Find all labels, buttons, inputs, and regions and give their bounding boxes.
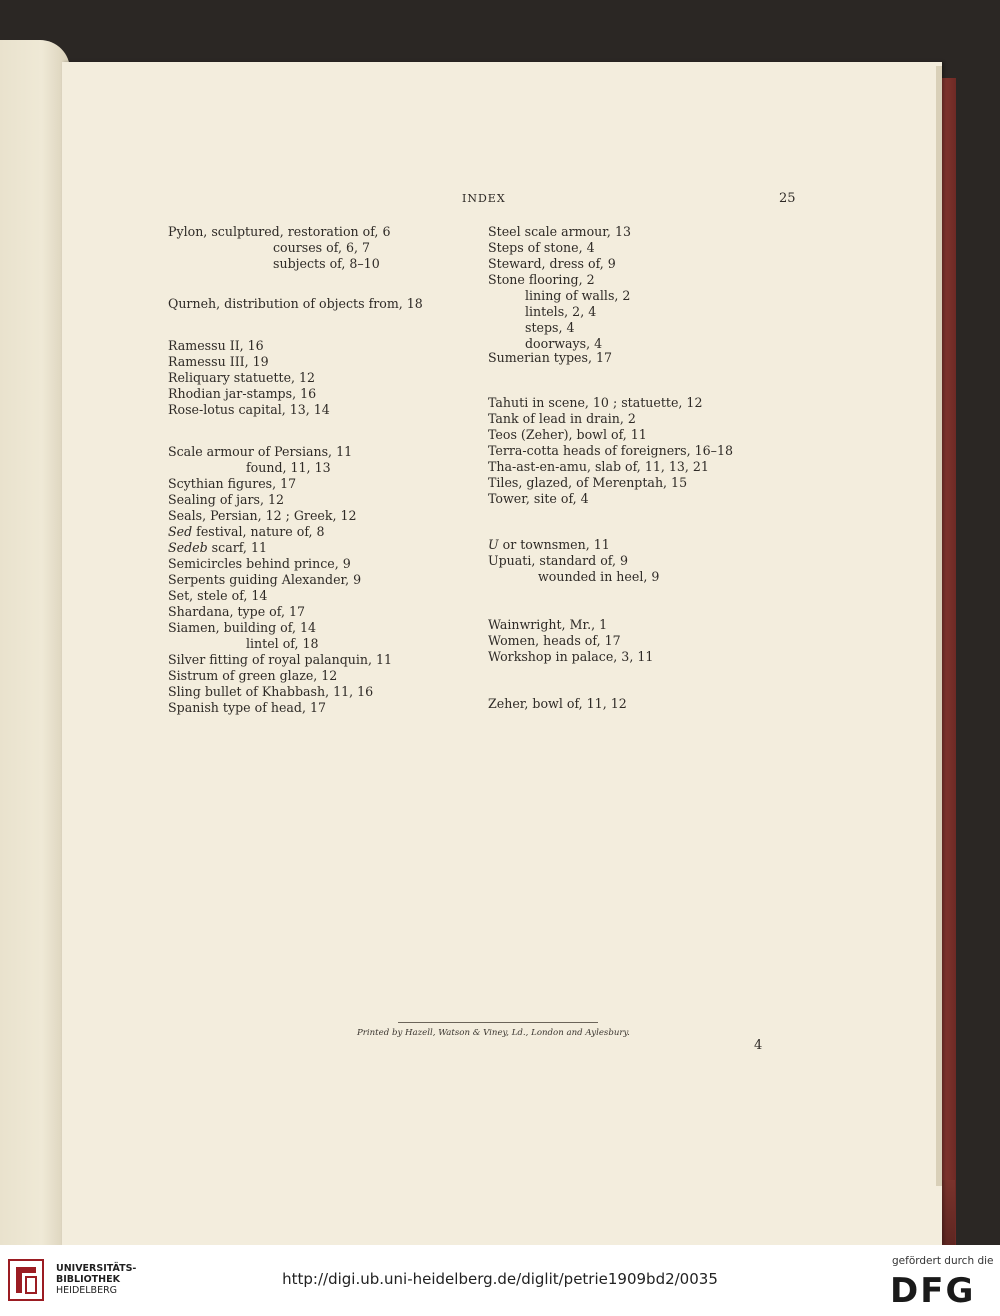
index-entry: steps, 4 [525, 320, 575, 335]
index-entry: Workshop in palace, 3, 11 [488, 649, 654, 664]
institution-line-3: HEIDELBERG [56, 1285, 118, 1296]
institution-line-2: BIBLIOTHEK [56, 1274, 120, 1285]
index-entry: lining of walls, 2 [525, 288, 631, 303]
funded-by-label: gefördert durch die [892, 1255, 994, 1267]
index-entry: found, 11, 13 [246, 460, 331, 475]
index-entry: Upuati, standard of, 9 [488, 553, 629, 568]
index-entry: Sedeb scarf, 11 [168, 540, 267, 555]
index-entry: Semicircles behind prince, 9 [168, 556, 351, 571]
index-entry: Sistrum of green glaze, 12 [168, 668, 338, 683]
index-entry: Sealing of jars, 12 [168, 492, 284, 507]
index-entry: U or townsmen, 11 [488, 537, 610, 552]
index-entry: Ramessu II, 16 [168, 338, 264, 353]
index-entry: lintels, 2, 4 [525, 304, 597, 319]
index-entry: Steward, dress of, 9 [488, 256, 616, 271]
index-entry: Zeher, bowl of, 11, 12 [488, 696, 627, 711]
viewer-footer [0, 1245, 1000, 1316]
index-entry: wounded in heel, 9 [538, 569, 660, 584]
index-entry-italic-term: Sed [168, 524, 193, 539]
colophon-rule [398, 1022, 598, 1023]
index-entry: Tha-ast-en-amu, slab of, 11, 13, 21 [488, 459, 709, 474]
index-entry: Rhodian jar-stamps, 16 [168, 386, 317, 401]
institution-line-1: UNIVERSITÄTS- [56, 1263, 137, 1274]
page-number: 25 [779, 191, 796, 206]
index-entry: Tank of lead in drain, 2 [488, 411, 636, 426]
index-entry: Shardana, type of, 17 [168, 604, 305, 619]
facing-page-edge [0, 40, 70, 1245]
index-entry: subjects of, 8–10 [273, 256, 380, 271]
index-entry: Tahuti in scene, 10 ; statuette, 12 [488, 395, 703, 410]
index-entry: Wainwright, Mr., 1 [488, 617, 608, 632]
index-entry: Serpents guiding Alexander, 9 [168, 572, 362, 587]
index-entry: Tiles, glazed, of Merenptah, 15 [488, 475, 688, 490]
index-entry: Ramessu III, 19 [168, 354, 269, 369]
index-entry: courses of, 6, 7 [273, 240, 370, 255]
index-entry: doorways, 4 [525, 336, 603, 351]
index-entry: Tower, site of, 4 [488, 491, 589, 506]
signature-mark: 4 [754, 1038, 763, 1053]
index-entry: Pylon, sculptured, restoration of, 6 [168, 224, 391, 239]
index-entry: Silver fitting of royal palanquin, 11 [168, 652, 393, 667]
index-entry: Set, stele of, 14 [168, 588, 268, 603]
running-header [0, 192, 1000, 212]
index-entry: Siamen, building of, 14 [168, 620, 316, 635]
index-entry: Women, heads of, 17 [488, 633, 621, 648]
index-entry-italic-term: U [488, 537, 499, 552]
dfg-logo: DFG [890, 1271, 976, 1311]
index-entry: Rose-lotus capital, 13, 14 [168, 402, 330, 417]
index-entry: Teos (Zeher), bowl of, 11 [488, 427, 647, 442]
printer-colophon: Printed by Hazell, Watson & Viney, Ld., London and Aylesbury. [357, 1028, 630, 1038]
index-entry: Spanish type of head, 17 [168, 700, 327, 715]
index-entry: Qurneh, distribution of objects from, 18 [168, 296, 423, 311]
index-entry: Sed festival, nature of, 8 [168, 524, 325, 539]
index-entry: lintel of, 18 [246, 636, 319, 651]
index-entry: Scythian figures, 17 [168, 476, 297, 491]
page-stack-edge [936, 66, 942, 1186]
index-entry: Stone flooring, 2 [488, 272, 595, 287]
index-entry: Steel scale armour, 13 [488, 224, 631, 239]
index-entry: Sling bullet of Khabbash, 11, 16 [168, 684, 374, 699]
running-title: INDEX [462, 192, 506, 205]
index-entry: Seals, Persian, 12 ; Greek, 12 [168, 508, 357, 523]
index-entry: Terra-cotta heads of foreigners, 16–18 [488, 443, 733, 458]
index-entry: Steps of stone, 4 [488, 240, 595, 255]
index-entry: Sumerian types, 17 [488, 350, 612, 365]
index-entry: Scale armour of Persians, 11 [168, 444, 353, 459]
permalink-url[interactable]: http://digi.ub.uni-heidelberg.de/diglit/petrie1909bd2/0035 [282, 1270, 718, 1288]
index-entry-italic-term: Sedeb [168, 540, 208, 555]
index-entry: Reliquary statuette, 12 [168, 370, 316, 385]
